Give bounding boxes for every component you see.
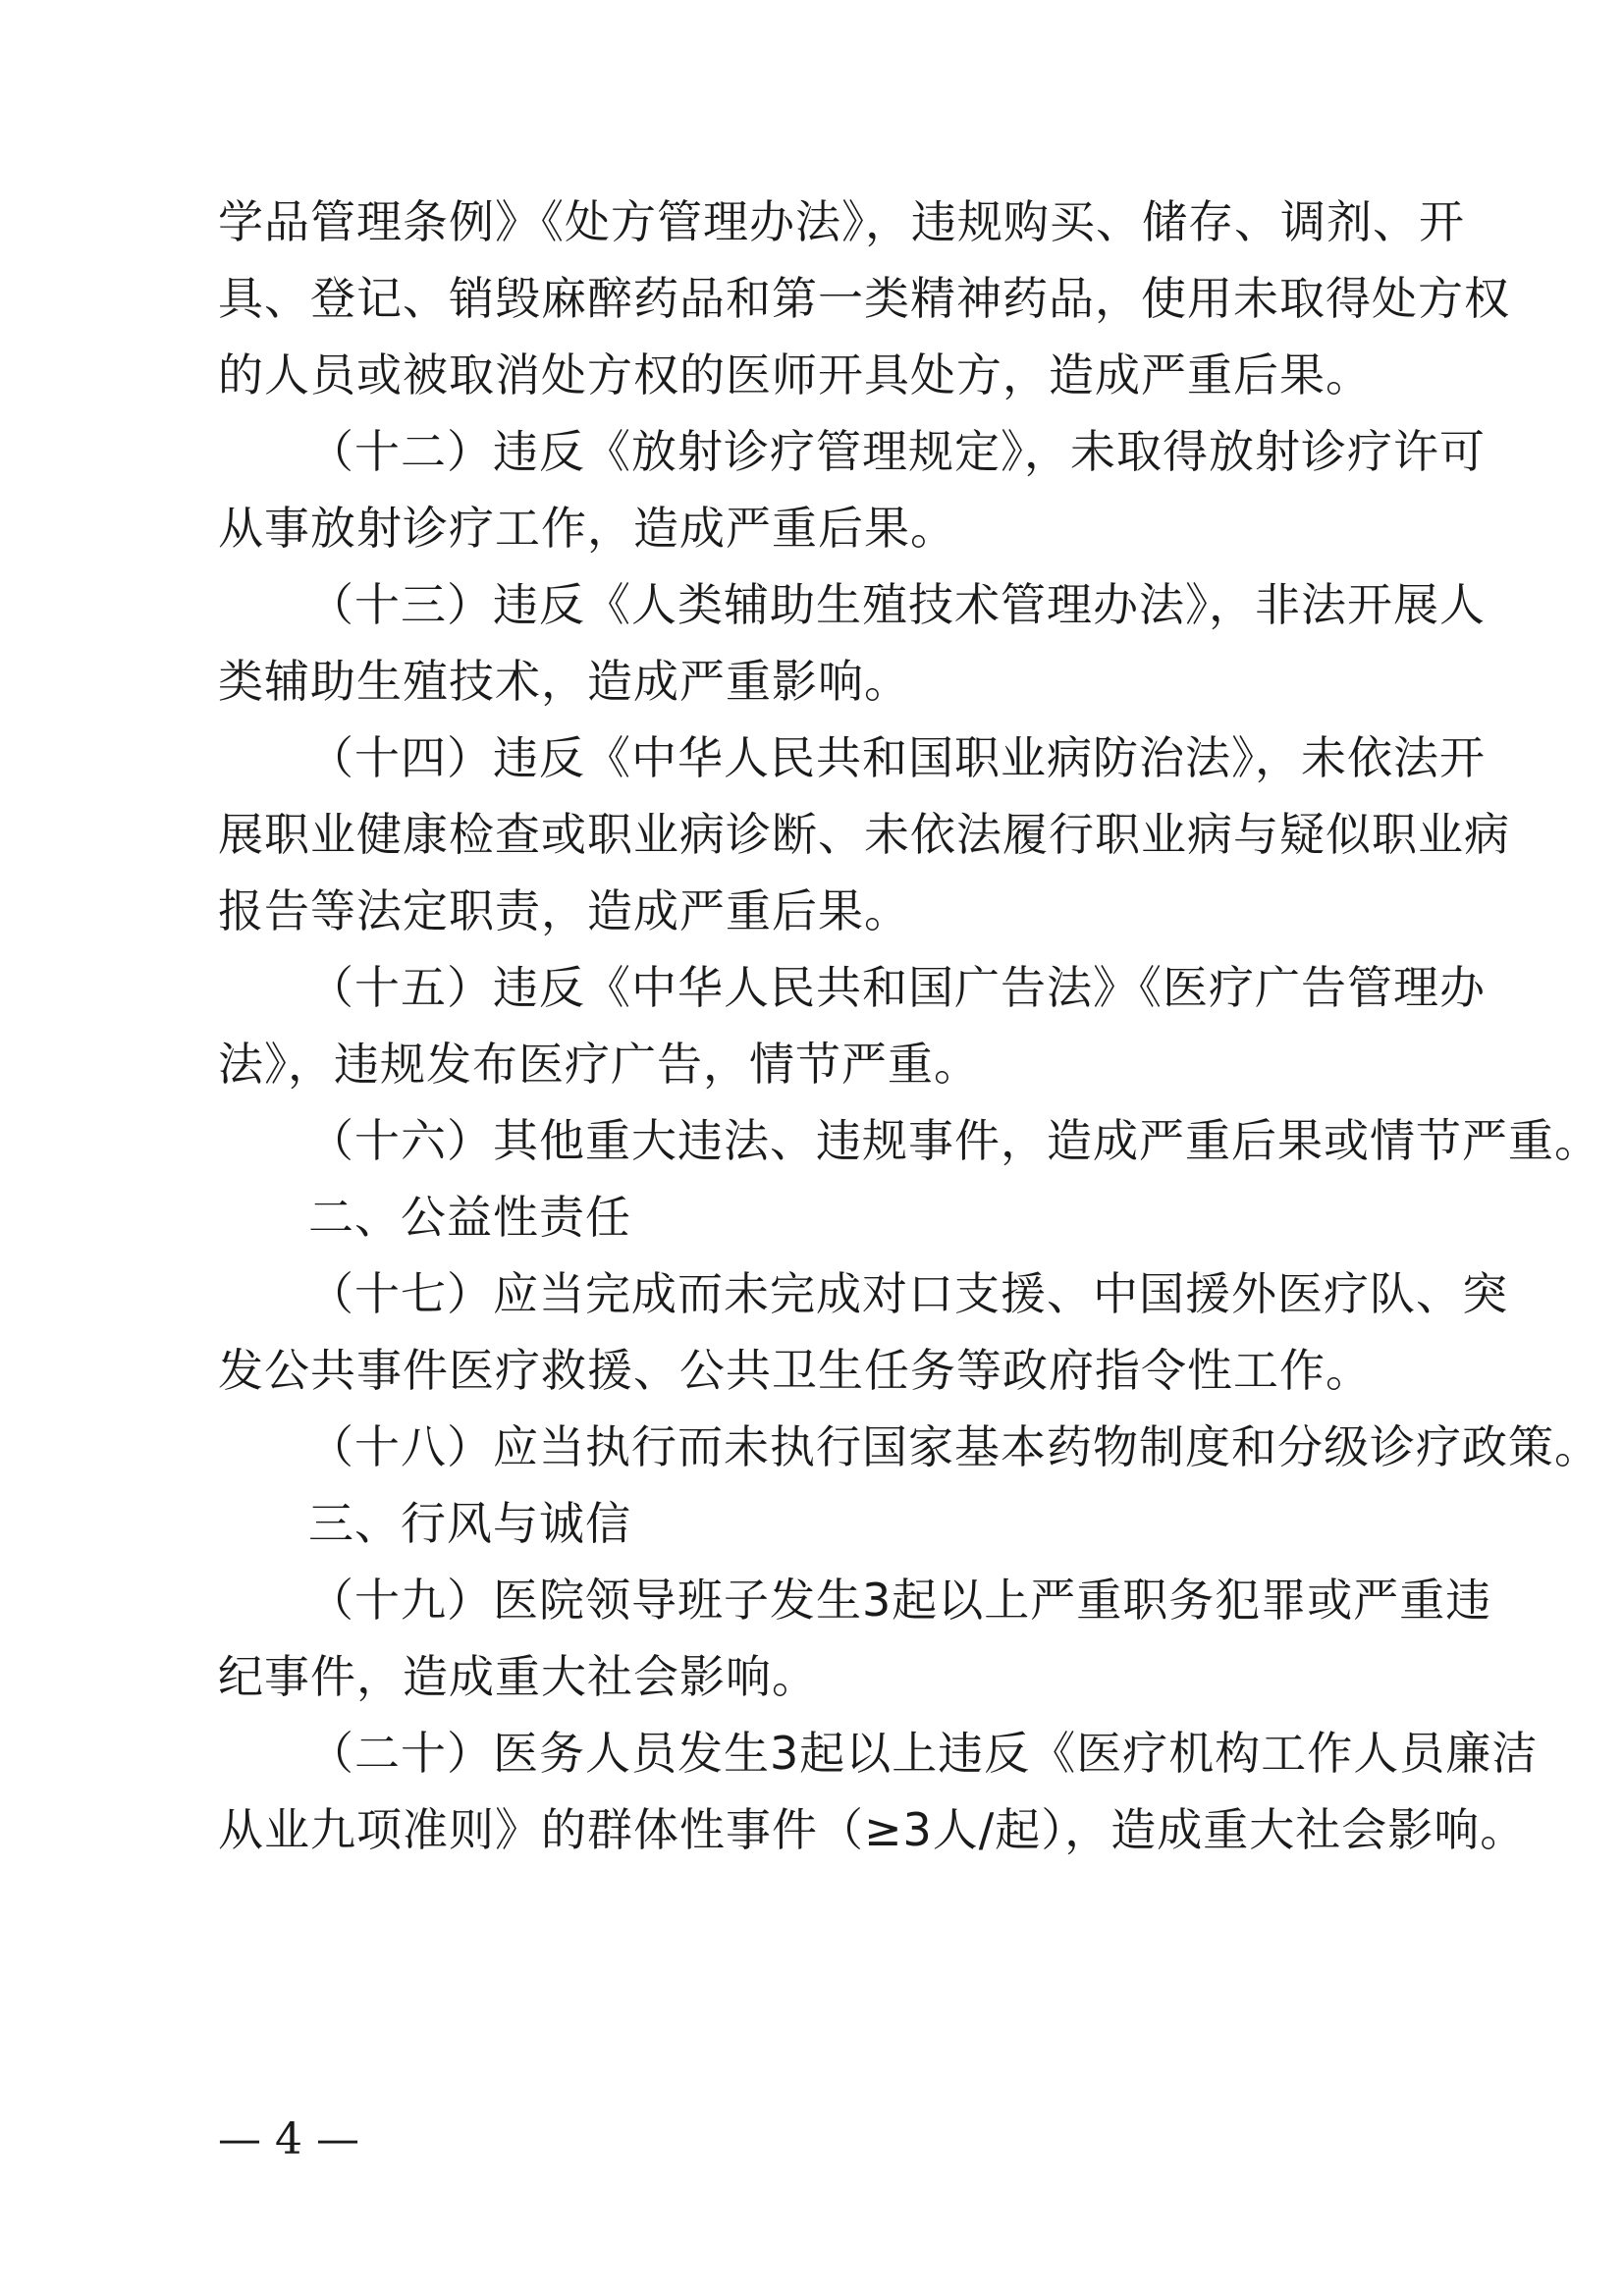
item-20-line-1: （二十）医务人员发生3起以上违反《医疗机构工作人员廉洁 [308,1727,1539,1780]
section-2-heading: 二、公益性责任 [308,1191,631,1244]
body-line-3: 的人员或被取消处方权的医师开具处方，造成严重后果。 [218,348,1372,401]
item-15-line-2: 法》，违规发布医疗广告，情节严重。 [218,1038,980,1091]
section-3-heading: 三、行风与诚信 [308,1497,631,1550]
body-line-2: 具、登记、销毁麻醉药品和第一类精神药品，使用未取得处方权 [218,272,1510,325]
item-13-line-1: （十三）违反《人类辅助生殖技术管理办法》，非法开展人 [308,578,1486,631]
item-19-line-1: （十九）医院领导班子发生3起以上严重职务犯罪或严重违 [308,1574,1492,1627]
item-14-line-3: 报告等法定职责，造成严重后果。 [218,884,910,937]
item-19-line-2: 纪事件，造成重大社会影响。 [218,1650,818,1703]
item-17-line-2: 发公共事件医疗救援、公共卫生任务等政府指令性工作。 [218,1344,1372,1397]
item-15-line-1: （十五）违反《中华人民共和国广告法》《医疗广告管理办 [308,961,1486,1014]
item-17-line-1: （十七）应当完成而未完成对口支援、中国援外医疗队、突 [308,1267,1508,1320]
item-16-line-1: （十六）其他重大违法、违规事件，造成严重后果或情节严重。 [308,1114,1600,1167]
item-20-line-2: 从业九项准则》的群体性事件（≥3人/起），造成重大社会影响。 [218,1803,1527,1856]
item-12-line-2: 从事放射诊疗工作，造成严重后果。 [218,502,956,555]
page-number: — 4 — [218,2114,359,2164]
item-14-line-1: （十四）违反《中华人民共和国职业病防治法》，未依法开 [308,731,1486,784]
item-12-line-1: （十二）违反《放射诊疗管理规定》，未取得放射诊疗许可 [308,425,1486,478]
item-18-line-1: （十八）应当执行而未执行国家基本药物制度和分级诊疗政策。 [308,1420,1600,1473]
item-14-line-2: 展职业健康检查或职业病诊断、未依法履行职业病与疑似职业病 [218,808,1510,861]
body-line-1: 学品管理条例》《处方管理办法》，违规购买、储存、调剂、开 [218,195,1465,248]
item-13-line-2: 类辅助生殖技术，造成严重影响。 [218,655,910,708]
